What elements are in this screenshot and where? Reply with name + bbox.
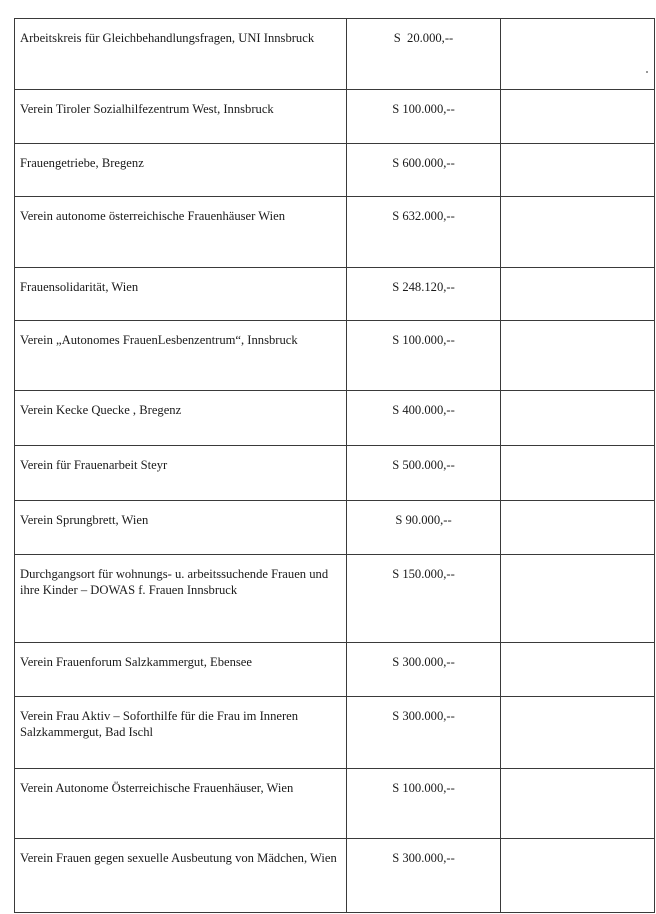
organization-name: Verein Frauenforum Salzkammergut, Ebensee [20, 655, 252, 669]
table-row [15, 839, 655, 913]
note-cell [501, 90, 655, 144]
organization-name: Verein Sprungbrett, Wien [20, 513, 149, 527]
amount-cell [347, 697, 501, 769]
amount-cell [347, 197, 501, 268]
table-row [15, 19, 655, 90]
note-cell [501, 391, 655, 446]
note-cell [501, 446, 655, 501]
table-row [15, 90, 655, 144]
grants-table [14, 18, 655, 913]
organization-name: Verein für Frauenarbeit Steyr [20, 458, 168, 472]
table-row [15, 197, 655, 268]
table-row [15, 391, 655, 446]
amount-cell [347, 769, 501, 839]
note-cell [501, 839, 655, 913]
organization-cell [15, 839, 347, 913]
amount-value: S 248.120,-- [392, 280, 455, 294]
organization-name: Verein Frau Aktiv – Soforthilfe für die Frau im Inneren Salzkammergut, Bad Ischl [20, 709, 299, 739]
organization-cell [15, 90, 347, 144]
organization-cell [15, 391, 347, 446]
amount-value: S 400.000,-- [392, 403, 455, 417]
amount-cell [347, 391, 501, 446]
organization-name: Verein „Autonomes FrauenLesbenzentrum“, Innsbruck [20, 333, 298, 347]
organization-cell [15, 769, 347, 839]
note-cell [501, 769, 655, 839]
organization-cell [15, 268, 347, 321]
amount-cell [347, 501, 501, 555]
organization-name: Verein Kecke Quecke , Bregenz [20, 403, 182, 417]
table-row [15, 555, 655, 643]
amount-value: S 100.000,-- [392, 102, 455, 116]
amount-value: S 150.000,-- [392, 567, 455, 581]
table-row [15, 446, 655, 501]
organization-name: Verein Frauen gegen sexuelle Ausbeutung von Mädchen, Wien [20, 851, 337, 865]
organization-name: Durchgangsort für wohnungs- u. arbeitssuchende Frauen und ihre Kinder – DOWAS f. Frauen Innsbruck [20, 567, 329, 597]
amount-cell [347, 839, 501, 913]
organization-cell [15, 697, 347, 769]
note-cell [501, 144, 655, 197]
amount-cell [347, 268, 501, 321]
amount-value: S 600.000,-- [392, 156, 455, 170]
note-cell [501, 197, 655, 268]
amount-cell [347, 643, 501, 697]
organization-cell [15, 144, 347, 197]
note-cell [501, 697, 655, 769]
amount-cell [347, 19, 501, 90]
grants-table-body [15, 19, 655, 913]
organization-cell [15, 19, 347, 90]
organization-cell [15, 501, 347, 555]
table-row [15, 321, 655, 391]
organization-name: Verein Tiroler Sozialhilfezentrum West, Innsbruck [20, 102, 274, 116]
table-row [15, 697, 655, 769]
amount-value: S 300.000,-- [392, 851, 455, 865]
amount-value: S 500.000,-- [392, 458, 455, 472]
amount-value: S 300.000,-- [392, 709, 455, 723]
table-row [15, 144, 655, 197]
scan-speck [646, 71, 648, 73]
organization-cell [15, 643, 347, 697]
amount-value: S 100.000,-- [392, 333, 455, 347]
note-cell [501, 501, 655, 555]
note-cell [501, 268, 655, 321]
amount-cell [347, 90, 501, 144]
note-cell [501, 321, 655, 391]
organization-cell [15, 446, 347, 501]
note-cell [501, 643, 655, 697]
amount-value: S 300.000,-- [392, 655, 455, 669]
organization-name: Verein Autonome Österreichische Frauenhäuser, Wien [20, 781, 294, 795]
amount-value: S 90.000,-- [395, 513, 452, 527]
amount-value: S 632.000,-- [392, 209, 455, 223]
amount-cell [347, 446, 501, 501]
table-row [15, 501, 655, 555]
organization-name: Frauensolidarität, Wien [20, 280, 139, 294]
amount-value: S 20.000,-- [393, 31, 454, 45]
note-cell [501, 19, 655, 90]
organization-name: Verein autonome österreichische Frauenhäuser Wien [20, 209, 286, 223]
organization-cell [15, 321, 347, 391]
table-row [15, 643, 655, 697]
table-row [15, 268, 655, 321]
organization-cell [15, 197, 347, 268]
organization-cell [15, 555, 347, 643]
amount-value: S 100.000,-- [392, 781, 455, 795]
amount-cell [347, 321, 501, 391]
organization-name: Frauengetriebe, Bregenz [20, 156, 144, 170]
organization-name: Arbeitskreis für Gleichbehandlungsfragen, UNI Innsbruck [20, 31, 315, 45]
note-cell [501, 555, 655, 643]
amount-cell [347, 555, 501, 643]
amount-cell [347, 144, 501, 197]
table-row [15, 769, 655, 839]
